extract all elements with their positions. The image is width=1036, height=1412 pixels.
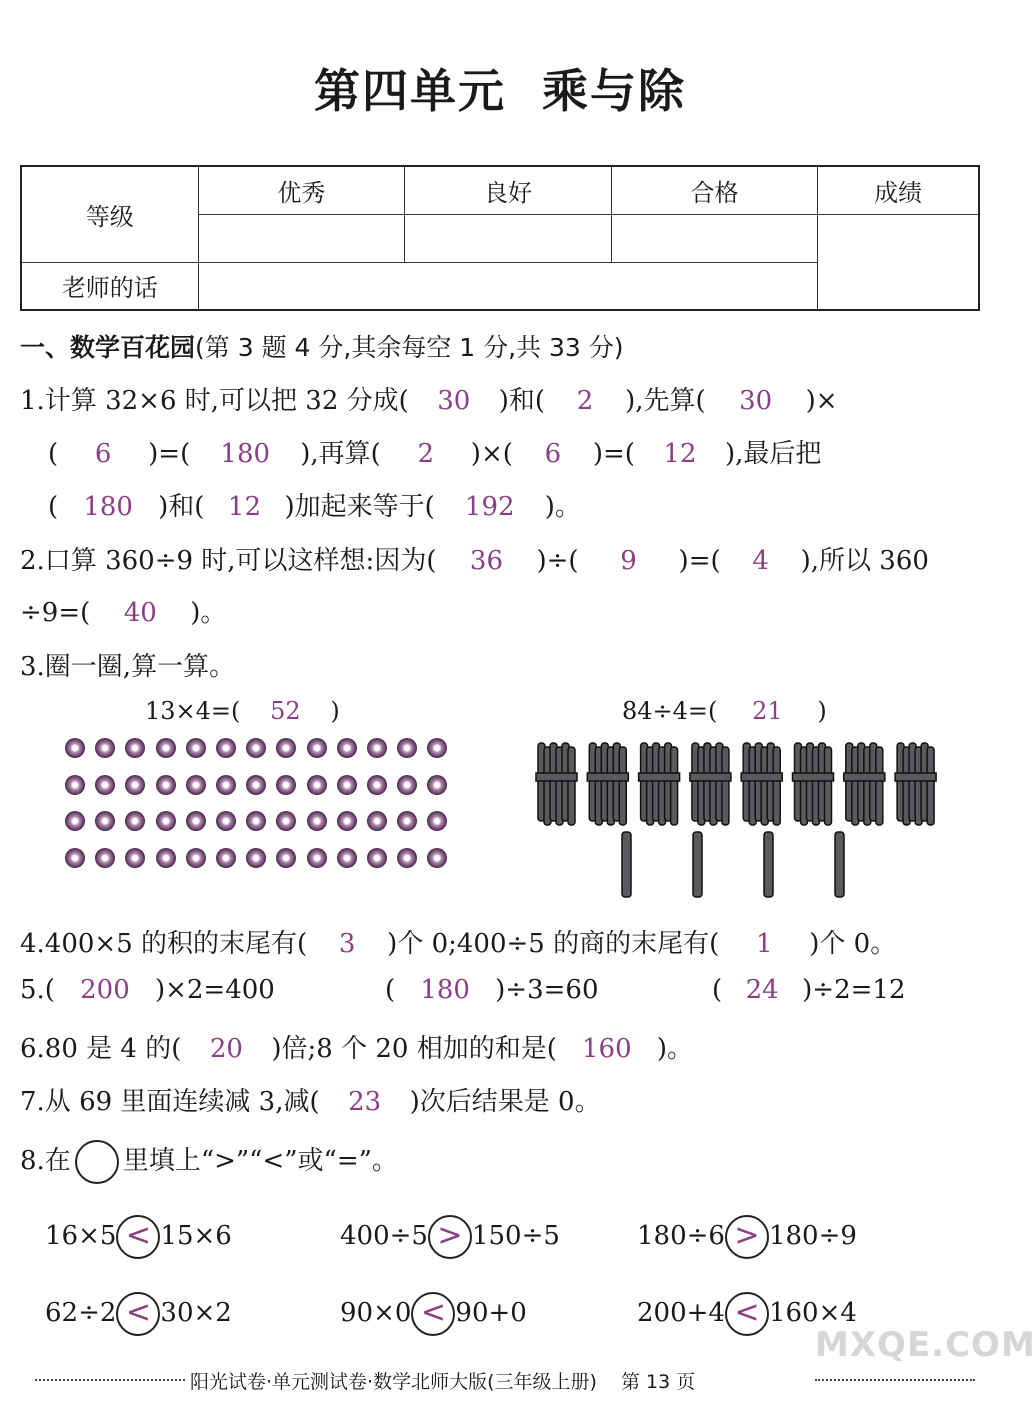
answer-blank[interactable]: 36 (469, 546, 504, 576)
dot (276, 848, 296, 868)
dot (65, 848, 85, 868)
dot (397, 775, 417, 795)
dot (156, 738, 176, 758)
pass-header: 合格 (611, 166, 818, 214)
title-unit: 第四单元 (314, 64, 506, 118)
footer-divider-right (815, 1379, 975, 1381)
dot (186, 738, 206, 758)
answer-blank[interactable]: 2 (417, 439, 435, 469)
dot (337, 738, 357, 758)
dot (337, 848, 357, 868)
dot (65, 775, 85, 795)
answer-blank[interactable]: 2 (576, 386, 594, 416)
section-note: (第 3 题 4 分,其余每空 1 分,共 33 分) (195, 333, 624, 362)
excellent-cell[interactable] (198, 214, 405, 262)
dot (246, 775, 266, 795)
question-7: 7.从 69 里面连续减 3,减( 23 )次后结果是 0。 (20, 1087, 601, 1117)
teacher-comment-cell[interactable] (198, 262, 818, 310)
dot (125, 848, 145, 868)
answer-blank[interactable]: 3 (338, 929, 356, 959)
good-header: 良好 (405, 166, 612, 214)
dot (125, 738, 145, 758)
dot (276, 775, 296, 795)
comparison-item: 62÷2 < 30×2 (45, 1292, 232, 1336)
dot (337, 775, 357, 795)
dot (246, 848, 266, 868)
dot (246, 811, 266, 831)
answer-blank[interactable]: 30 (437, 386, 471, 416)
dot (397, 811, 417, 831)
dot (397, 738, 417, 758)
question-5a: 5.( 200 )×2=400 (20, 975, 275, 1005)
dot (216, 811, 236, 831)
comparison-circle[interactable]: < (116, 1215, 160, 1259)
comparison-item: 16×5 < 15×6 (45, 1215, 232, 1259)
comparison-circle[interactable]: < (116, 1292, 160, 1336)
dot (186, 811, 206, 831)
section-heading (20, 328, 624, 364)
stick-bundle (690, 743, 731, 825)
dot-grid (65, 738, 455, 870)
answer-blank[interactable]: 6 (94, 439, 112, 469)
footer-text: 阳光试卷·单元测试卷·数学北师大版(三年级上册) (190, 1371, 597, 1393)
dot (125, 811, 145, 831)
answer-blank[interactable]: 180 (83, 492, 133, 522)
pass-cell[interactable] (611, 214, 818, 262)
answer-blank[interactable]: 160 (582, 1034, 632, 1064)
answer-blank[interactable]: 6 (544, 439, 562, 469)
dot (95, 848, 115, 868)
single-stick (835, 832, 844, 897)
dot (125, 775, 145, 795)
dot (276, 738, 296, 758)
dot (337, 811, 357, 831)
question-5c: ( 24 )÷2=12 (712, 975, 906, 1005)
comparison-circle[interactable]: < (411, 1292, 455, 1336)
answer-blank[interactable]: 21 (752, 697, 783, 725)
question-2-line-1: 2.口算 360÷9 时,可以这样想:因为( 36 )÷( 9 )=( 4 ),所以 360 (20, 546, 929, 576)
dot (186, 775, 206, 795)
answer-blank[interactable]: 52 (270, 697, 301, 725)
answer-blank[interactable]: 12 (663, 439, 697, 469)
q3-right-expression: 84÷4=( 21 ) (622, 697, 827, 725)
answer-blank[interactable]: 23 (348, 1087, 382, 1117)
dot (397, 848, 417, 868)
answer-blank[interactable]: 192 (464, 492, 515, 522)
stick-bundle (536, 743, 577, 825)
page-number: 第 13 页 (620, 1371, 696, 1393)
dot (156, 811, 176, 831)
comparison-circle[interactable]: < (725, 1292, 769, 1336)
stick-bundle (793, 743, 834, 825)
level-label: 等级 (21, 166, 198, 262)
answer-blank[interactable]: 20 (209, 1034, 243, 1064)
stick-bundle (741, 743, 782, 825)
footer (190, 1367, 695, 1394)
dot (427, 848, 447, 868)
question-6: 6.80 是 4 的( 20 )倍;8 个 20 相加的和是( 160 )。 (20, 1034, 693, 1064)
comparison-item: 180÷6 > 180÷9 (637, 1215, 857, 1259)
dot (427, 775, 447, 795)
dot (216, 775, 236, 795)
answer-blank[interactable]: 1 (755, 929, 773, 959)
dot (427, 811, 447, 831)
section-title: 一、数学百花园 (20, 333, 196, 362)
answer-blank[interactable]: 180 (220, 439, 271, 469)
score-cell[interactable] (818, 214, 979, 310)
comparison-item: 200+4 < 160×4 (637, 1292, 857, 1336)
dot (367, 775, 387, 795)
question-1-line-1: 1.计算 32×6 时,可以把 32 分成( 30 )和( 2 ),先算( 30 )× (20, 386, 838, 416)
footer-divider-left (35, 1379, 185, 1381)
dot (156, 775, 176, 795)
excellent-header: 优秀 (198, 166, 405, 214)
answer-blank[interactable]: 9 (620, 546, 637, 576)
dot (367, 811, 387, 831)
question-4: 4.400×5 的积的末尾有( 3 )个 0;400÷5 的商的末尾有( 1 )个 0。 (20, 929, 897, 959)
dot (246, 738, 266, 758)
dot (216, 848, 236, 868)
grade-table (20, 165, 980, 311)
question-2-line-2: ÷9=( 40 )。 (20, 598, 227, 628)
blank-circle-icon (75, 1140, 119, 1184)
dot (367, 848, 387, 868)
title-topic: 乘与除 (542, 64, 686, 118)
dot (156, 848, 176, 868)
dot (95, 811, 115, 831)
question-5b: ( 180 )÷3=60 (385, 975, 599, 1005)
stick-bundle (895, 743, 936, 825)
score-header: 成绩 (818, 166, 979, 214)
dot (216, 738, 236, 758)
dot (367, 738, 387, 758)
comparison-circle[interactable]: > (428, 1215, 472, 1259)
single-stick (764, 832, 773, 897)
q3-left-expression: 13×4=( 52 ) (145, 697, 340, 725)
dot (65, 811, 85, 831)
dot (307, 811, 327, 831)
dot (95, 775, 115, 795)
single-stick (622, 832, 631, 897)
comparison-item: 400÷5 > 150÷5 (340, 1215, 560, 1259)
dot (276, 811, 296, 831)
question-8: 8.在 里填上“>”“<”或“=”。 (20, 1140, 398, 1184)
answer-blank[interactable]: 180 (420, 975, 470, 1005)
dot (95, 738, 115, 758)
single-stick (693, 832, 702, 897)
dot (65, 738, 85, 758)
dot (186, 848, 206, 868)
answer-blank[interactable]: 40 (123, 598, 157, 628)
question-3-text: 3.圈一圈,算一算。 (20, 652, 236, 682)
question-1-line-2: ( 6 )=( 180 ),再算( 2 )×( 6 )=( 12 ),最后把 (48, 439, 822, 469)
answer-blank[interactable]: 4 (752, 546, 769, 576)
stick-bundle (639, 743, 680, 825)
dot (427, 738, 447, 758)
dot (307, 775, 327, 795)
stick-bundles-figure (530, 735, 950, 900)
answer-blank[interactable]: 12 (227, 492, 261, 522)
comparison-item: 90×0 < 90+0 (340, 1292, 527, 1336)
dot (307, 738, 327, 758)
comparison-circle[interactable]: > (725, 1215, 769, 1259)
watermark: MXQE.COM (815, 1325, 1036, 1365)
good-cell[interactable] (405, 214, 612, 262)
page-title (0, 55, 1000, 121)
answer-blank[interactable]: 30 (739, 386, 773, 416)
question-1-line-3: ( 180 )和( 12 )加起来等于( 192 )。 (48, 492, 581, 522)
teacher-comment-label: 老师的话 (21, 262, 198, 310)
dot (307, 848, 327, 868)
stick-bundle (844, 743, 885, 825)
stick-bundle (587, 743, 628, 825)
answer-blank[interactable]: 24 (745, 975, 779, 1005)
answer-blank[interactable]: 200 (80, 975, 130, 1005)
